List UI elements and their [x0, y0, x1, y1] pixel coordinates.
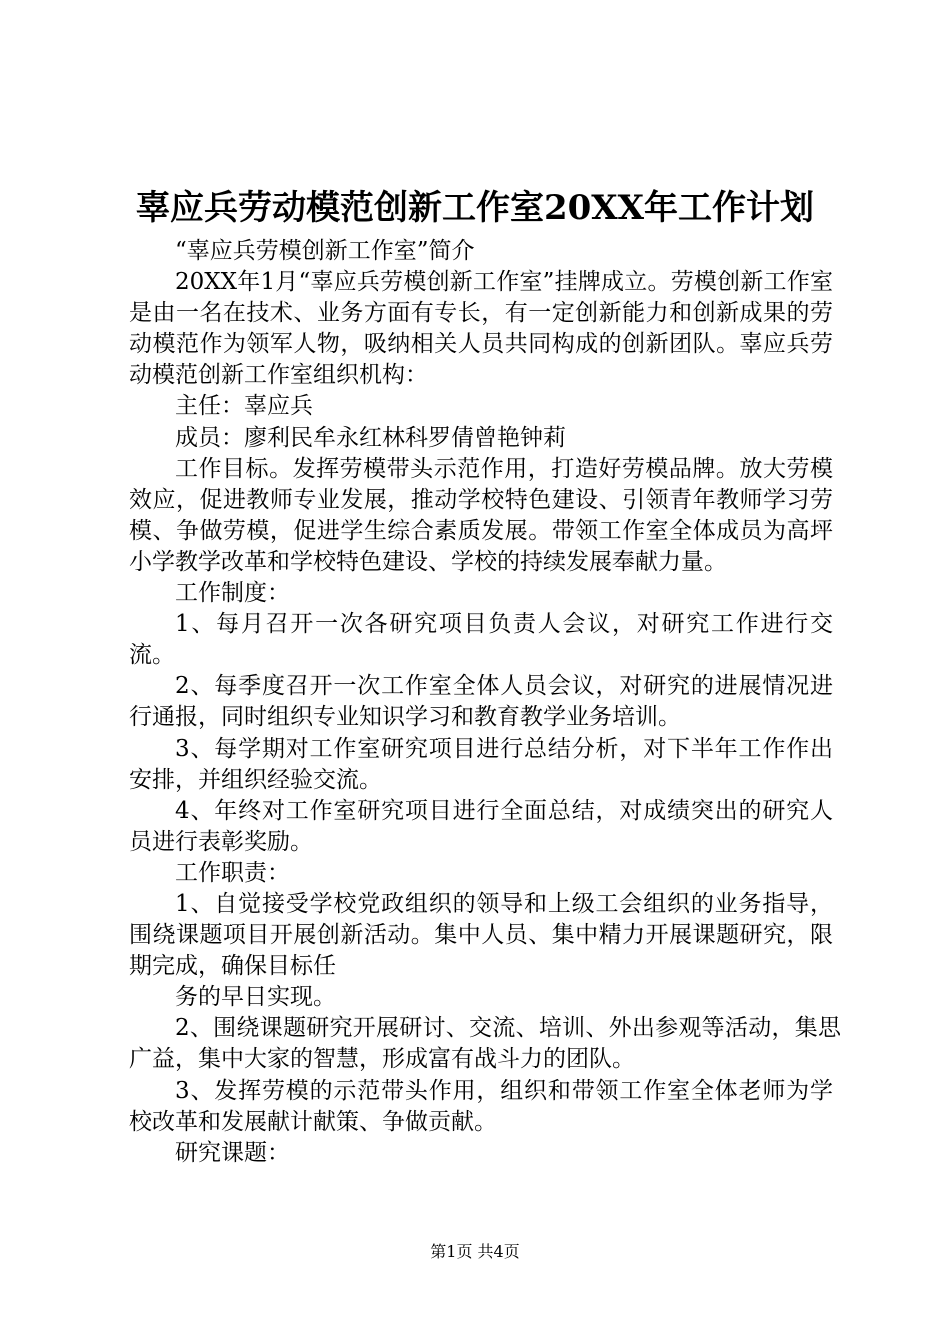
page-number: 第1页 共4页	[430, 1242, 520, 1261]
paragraph-intro-heading: “辜应兵劳模创新工作室”简介	[175, 238, 475, 264]
paragraph-system-1: 1、每月召开一次各研究项目负责人会议，对研究工作进行交流。	[129, 611, 833, 669]
paragraph-system-heading: 工作制度：	[175, 580, 290, 607]
paragraph-research-heading: 研究课题：	[175, 1139, 290, 1166]
paragraph-duties-1: 1、自觉接受学校党政组织的领导和上级工会组织的业务指导，围绕课题项目开展创新活动。集中人员、集中精力开展课题研究，限期完成，确保目标任	[129, 890, 833, 980]
paragraph-director: 主任：辜应兵	[175, 393, 313, 420]
paragraph-goals: 工作目标。发挥劳模带头示范作用，打造好劳模品牌。放大劳模效应，促进教师专业发展，推动学校特色建设、引领青年教师学习劳模、争做劳模，促进学生综合素质发展。带领工作室全体成员为高坪小学教学改革和学校特色建设、学校的持续发展奉献力量。	[129, 455, 833, 575]
paragraph-system-3: 3、每学期对工作室研究项目进行总结分析，对下半年工作作出安排，并组织经验交流。	[129, 735, 833, 793]
paragraph-system-2: 2、每季度召开一次工作室全体人员会议，对研究的进展情况进行通报，同时组织专业知识学习和教育教学业务培训。	[129, 673, 833, 731]
paragraph-intro: 20XX年1月“辜应兵劳模创新工作室”挂牌成立。劳模创新工作室是由一名在技术、业务方面有专长，有一定创新能力和创新成果的劳动模范作为领军人物，吸纳相关人员共同构成的创新团队。辜应兵劳动模范创新工作室组织机构：	[129, 269, 833, 389]
paragraph-duties-2: 2、围绕课题研究开展研讨、交流、培训、外出参观等活动，集思广益，集中大家的智慧，形成富有战斗力的团队。	[129, 1015, 841, 1073]
paragraph-members: 成员：廖利民牟永红林科罗倩曾艳钟莉	[175, 424, 566, 451]
paragraph-duties-3: 3、发挥劳模的示范带头作用，组织和带领工作室全体老师为学校改革和发展献计献策、争做贡献。	[129, 1077, 833, 1135]
paragraph-duties-heading: 工作职责：	[175, 859, 290, 886]
paragraph-system-4: 4、年终对工作室研究项目进行全面总结，对成绩突出的研究人员进行表彰奖励。	[129, 797, 833, 855]
document-title: 辜应兵劳动模范创新工作室20XX年工作计划	[135, 188, 815, 228]
paragraph-duties-1-cont: 务的早日实现。	[175, 984, 336, 1011]
document-body	[129, 236, 841, 1169]
